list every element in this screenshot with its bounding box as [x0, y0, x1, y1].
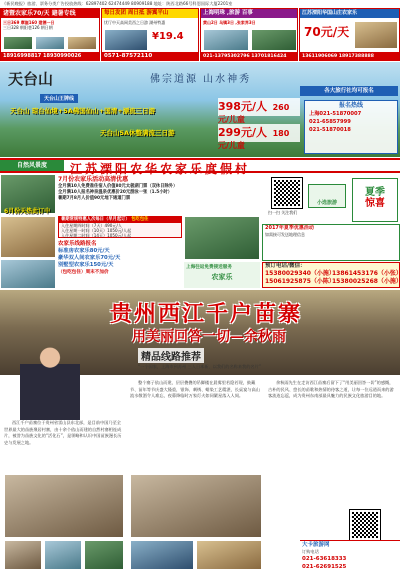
tiantai-contact-title: 报名热线: [338, 102, 363, 109]
guizhou-thumb-4: [130, 540, 194, 570]
guizhou-thumb-1: [4, 540, 42, 570]
liyang-rooms-title: 农家乐线路报名: [58, 241, 97, 247]
ad-middle-price: ¥19.4: [152, 31, 184, 42]
hotline-number[interactable]: 15061925875（小陈）: [265, 278, 335, 285]
liyang-rooms: [58, 240, 182, 288]
ad-middle[interactable]: [101, 8, 199, 61]
ad-right[interactable]: [200, 8, 298, 61]
ad-left-photo: [3, 36, 33, 50]
liyang-bar: [0, 158, 400, 176]
guizhou-person-photo: [20, 340, 80, 420]
guizhou-footer[interactable]: [300, 540, 400, 573]
ad-left-hot: 三日369 摩崖160 建德一日: [3, 20, 55, 25]
season-line-2: 惊喜: [365, 198, 385, 209]
guizhou-title: 贵州西江千户苗寨: [110, 301, 303, 327]
ad-middle-sub: 忧厅中天高网美西之日游 湖州特惠: [104, 20, 166, 25]
sched-row: 入住星期四时间（7天）490元/人: [61, 223, 122, 228]
liyang-note: （包吃包住）周末不加价: [58, 270, 109, 275]
season-line-1: 夏季: [365, 187, 385, 198]
liyang-right-label: 小选旅游: [316, 200, 337, 206]
hotline-number[interactable]: 15380029340（小施）: [265, 270, 335, 277]
tiantai-price-box-1: [218, 98, 300, 124]
guizhou-thumb-3: [84, 540, 124, 570]
guizhou-thumb-5: [196, 540, 262, 570]
tiantai-price-1b: 260元/儿童: [218, 103, 290, 124]
room-line: 别墅型农家乐150元/天: [58, 262, 114, 268]
tiantai-contact-line[interactable]: 021-65857999: [309, 119, 351, 125]
liyang-badge: 自然风景度: [0, 160, 64, 171]
ad-far-right[interactable]: [299, 8, 400, 61]
ad-middle-photo: [104, 29, 148, 51]
ad-far-right-phone[interactable]: 13611906069 18917388888: [300, 52, 399, 61]
footer-city: 订购电话: [302, 549, 319, 554]
tiantai-right-tag: 各大旅行社均可报名: [300, 86, 398, 96]
ad-left-photo-2: [35, 36, 65, 50]
ad-left-phone[interactable]: 18916998817 18930990026: [1, 52, 99, 61]
ad-left-price: 三日328 朝阳巷126 朝日朝: [3, 25, 53, 30]
footer-phone-2[interactable]: 021-62691525: [302, 564, 347, 570]
tiantai-logo: 天台山: [8, 70, 54, 88]
tiantai-section: [0, 62, 400, 157]
liyang-season-badge: [352, 178, 398, 222]
hotline-brand: 农家乐: [211, 273, 233, 281]
guizhou-col-2-photo: [130, 474, 262, 538]
guizhou-qr-code[interactable]: [350, 510, 380, 540]
ad-left[interactable]: [0, 8, 100, 61]
ad-right-phone[interactable]: 021-13795302796 13701816424: [201, 52, 297, 61]
tiantai-price-box-2: [218, 124, 300, 150]
tiantai-line-1: 天台山 琼台仙境+5A佛国仙山+国清+漂流三日游: [10, 107, 156, 115]
liyang-photo-4: [184, 216, 260, 260]
ad-far-right-title: 江苏溧阳华国山庄农家乐: [300, 9, 399, 18]
guizhou-lead: “一个国家，上海市到苏州 三人日本新，以我们的名称来我的名片”: [138, 364, 261, 369]
liyang-photo-2: [0, 216, 56, 258]
tiantai-price-2b: 180元/儿童: [218, 129, 290, 150]
hotline-number[interactable]: 13861453176（小张）: [332, 270, 402, 277]
ad-left-title: 诸暨农家乐70/天 避暑专线: [1, 9, 99, 18]
liyang-promo-block: [58, 176, 268, 214]
room-line: 标准房农家乐80元/天: [58, 248, 110, 254]
sched-row: 入住星期二时间（14天）1050元/人起: [61, 233, 132, 238]
sched-row: 入住星期一时间（10天）1050元/人起: [61, 228, 132, 233]
footer-phone[interactable]: 021-63618333: [302, 556, 347, 562]
tiantai-price-1: 398元/人: [218, 100, 267, 113]
ad-right-photo-2: [251, 29, 297, 51]
tiantai-contact[interactable]: [304, 100, 398, 154]
tiantai-price-2: 299元/人: [218, 126, 267, 139]
guizhou-col-2: 整个寨子依山而建，层层叠叠的吊脚楼在晨雾里若隐若现，鼓藏节、苗年等节庆盛大隆重，银饰、刺绣、蜡染工艺精湛，长桌宴与高山流水敬酒令人难忘，夜幕降临时万家灯火如同繁星落入人间。: [130, 380, 260, 399]
tiantai-contact-line[interactable]: 上海021-51870007: [309, 111, 362, 117]
room-line: 豪华双人间农家乐70元/天: [58, 255, 121, 261]
ad-middle-phone[interactable]: 0571-87572110: [102, 52, 198, 61]
liyang-cta-title: 2017年夏季优惠活动: [265, 225, 314, 231]
tiantai-tag: 天台山王牌线: [40, 94, 78, 103]
hotline-label: 预订电话/微信：: [265, 263, 306, 269]
liyang-bus: [184, 262, 260, 288]
liyang-schedule: [58, 216, 182, 238]
tiantai-slogan: 佛宗道源 山水神秀: [150, 74, 252, 85]
sched-title-text: 暑期常规特惠人次每日（早月起订）: [61, 217, 130, 222]
liyang-feature: 全月满10人免费准住宿人价值80元太极湖门票（双休日除外）: [58, 184, 178, 189]
liyang-date-tag: 6月份天热此订中: [4, 208, 51, 215]
ad-middle-title: 每日发团 周日抵 游翼平山: [102, 9, 198, 18]
ad-far-right-photo: [354, 21, 398, 49]
tiantai-contact-line[interactable]: 021-51870018: [309, 127, 351, 133]
ad-right-prices: 黄山2日 乌镇3日 ,张家界3日: [203, 20, 256, 25]
liyang-photo-3: [0, 259, 56, 289]
liyang-brand-logo: [308, 184, 346, 208]
liyang-qr-code[interactable]: [272, 178, 302, 208]
guizhou-subtitle: 用美丽回答一切—余秋雨: [132, 329, 286, 345]
sched-note: 包吃包住: [131, 217, 149, 222]
hotline-box[interactable]: [262, 262, 400, 288]
liyang-feature: 暑期7月8月人价值90元地下通道门票: [58, 196, 131, 201]
ad-left-photo-3: [67, 36, 97, 50]
liyang-feature: 全月满10人报名神泉温泉优惠价20元游泳一张（1.5小时）: [58, 190, 173, 195]
footer-brand: 大卡旅游网: [302, 542, 330, 548]
guizhou-col-1-photo: [4, 474, 124, 538]
liyang-bus-tag: 上海往返免费接送服务: [186, 265, 232, 270]
tiantai-line-2: 天台山5A休整满流三日游: [100, 129, 175, 137]
liyang-title: 江苏溧阳农华农家乐度假村: [70, 162, 251, 176]
ad-far-right-price: 70元/天: [304, 25, 350, 39]
guizhou-col-3: 余秋雨先生在走访西江苗寨后留下了“用美丽回答一切”的感慨，古朴的民风、悠长的苗歌和热情的待客之道，让每一位远道而来的游客流连忘返，成为贵州东南部最具魅力的民族文化旅游目的地。: [268, 380, 394, 399]
header-line: 《新民晚报》旅游、票务分类广告投放热线：62897402 62474449 80909188 地址：陕西北路66号科恩国际大厦2201室: [0, 0, 400, 7]
guizhou-col-1: 西江千户苗寨位于贵州省雷山县东北部，是目前中国乃至全世界最大的苗族聚居村寨，由十余个依山而建的自然村寨相连成片，被誉为苗族文化的“活化石”，是领略和认识中国苗族漫长历史与发展之地。: [4, 420, 122, 445]
hotline-number[interactable]: 15380025268（小施）: [332, 278, 402, 285]
guizhou-thumb-2: [44, 540, 82, 570]
liyang-promo: 7月份农家乐活动高清优惠: [58, 176, 129, 183]
liyang-cta: [262, 224, 400, 261]
ad-right-photo: [203, 29, 249, 51]
ad-right-title: 上海明珠 ,旅游 百事: [201, 9, 297, 18]
liyang-qr-label: 扫一扫 关注我们: [268, 210, 298, 215]
hotline-extra: 如需接可发送地理信息: [265, 232, 305, 237]
guizhou-line: 精品线路推荐: [138, 348, 204, 363]
